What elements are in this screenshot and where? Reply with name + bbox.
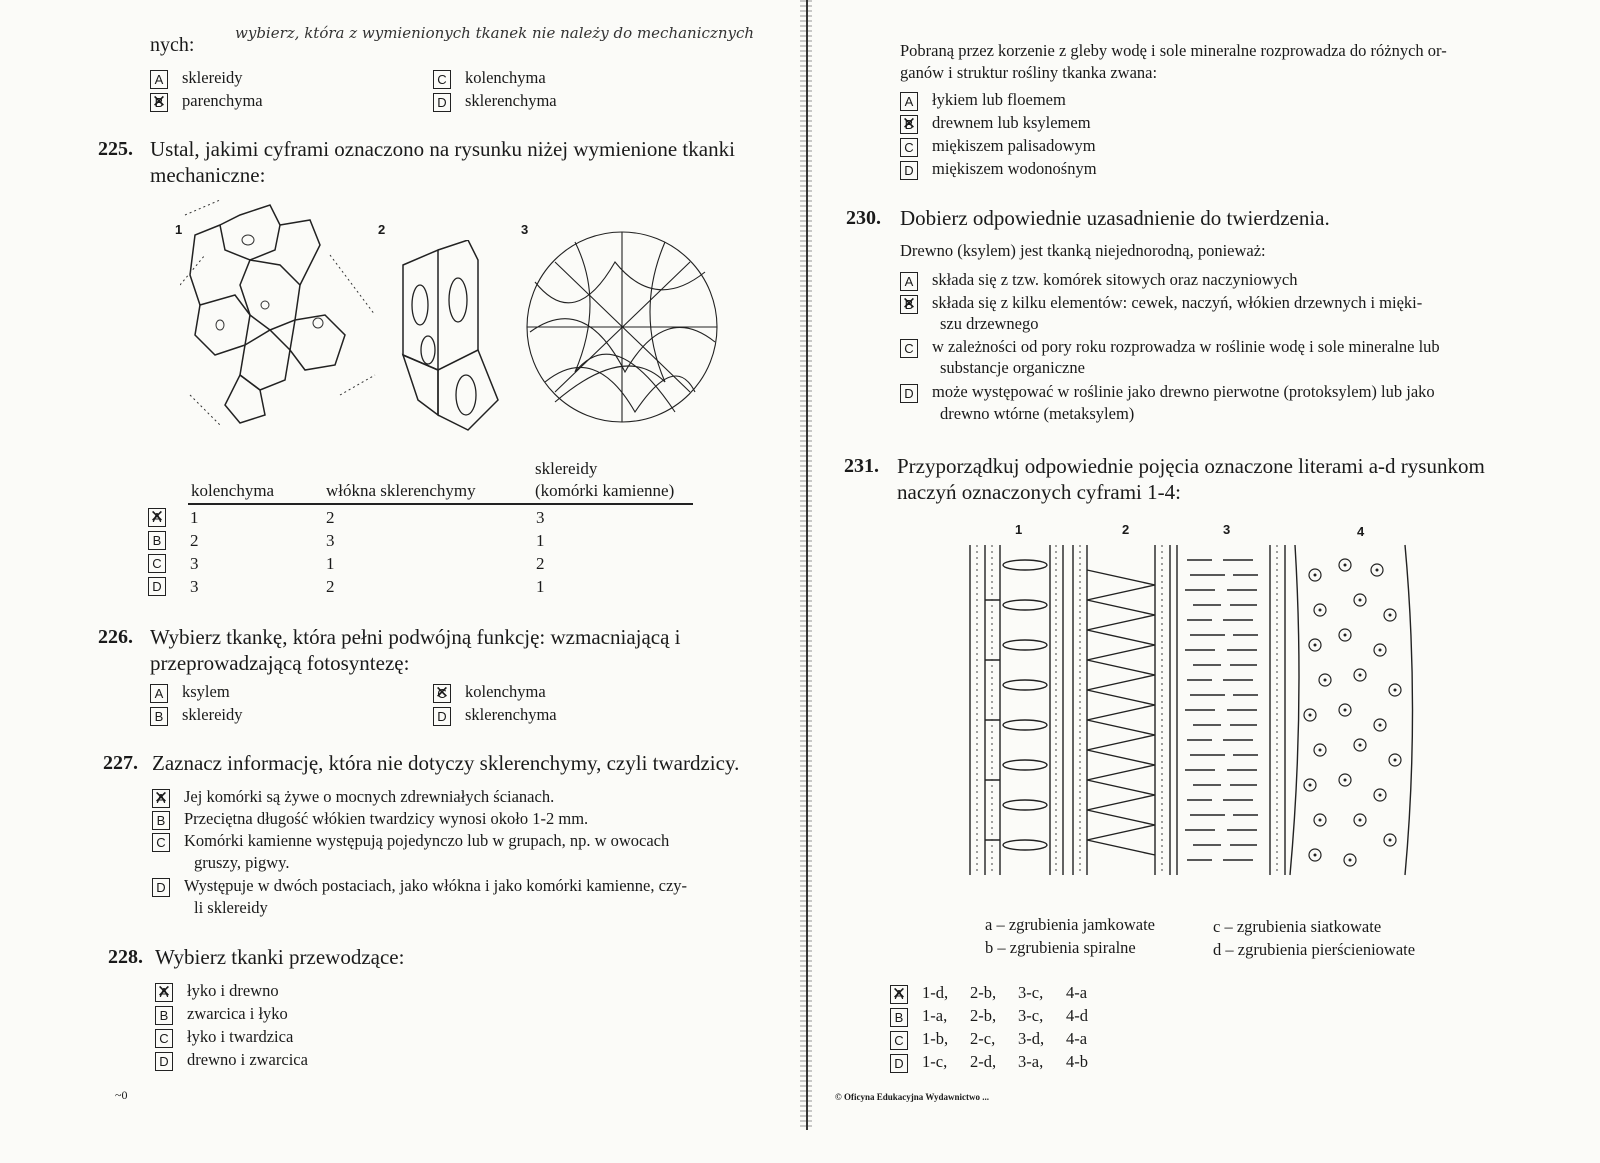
cell: 1 (190, 508, 199, 527)
cell: 2 (190, 531, 199, 550)
q230-number: 230. (846, 207, 881, 229)
cell: 2 (326, 577, 335, 596)
page-fold-line (806, 0, 808, 1130)
q231-line-1: Przyporządkuj odpowiednie pojęcia oznaczone literami a-d rysunkom (897, 454, 1485, 478)
q227-number: 227. (103, 752, 138, 774)
q225-col-kolenchyma (190, 506, 199, 598)
q225-col-sklereidy (536, 506, 545, 598)
q226-option-b[interactable]: B sklereidy (150, 704, 242, 726)
legend-a: a – zgrubienia jamkowate (985, 915, 1155, 934)
q229-option-d[interactable]: D miękiszem wodonośnym (900, 158, 1097, 180)
q225-fig-label-3: 3 (521, 222, 529, 237)
q230-option-c-cont: substancje organiczne (940, 358, 1085, 377)
publisher-footer: © Oficyna Edukacyjna Wydawnictwo ... (835, 1092, 989, 1102)
q229-text (900, 40, 1590, 84)
right-page (810, 0, 1600, 1163)
legend-d: d – zgrubienia pierścieniowate (1213, 940, 1416, 959)
sclerenchyma-fibers-drawing (398, 240, 508, 440)
cell: 3 (190, 577, 199, 596)
q230-option-d-cont: drewno wtórne (metaksylem) (940, 404, 1135, 423)
cell: 3 (326, 531, 335, 550)
q224-option-b[interactable]: B ✕ parenchyma (150, 90, 263, 112)
q225-header-sclereidy: sklereidy (535, 459, 598, 478)
q229-option-a[interactable]: A łykiem lub floemem (900, 89, 1066, 111)
q225-header-komorki: (komórki kamienne) (535, 481, 675, 500)
q228-option-a[interactable]: A ✕ łyko i drewno (155, 980, 279, 1002)
q225-row-b[interactable]: B (148, 531, 180, 550)
q228-text: Wybierz tkanki przewodzące: (155, 945, 405, 969)
q224-option-c[interactable]: C kolenchyma (433, 67, 546, 89)
q225-number: 225. (98, 138, 133, 160)
handwritten-note: wybierz, która z wymienionych tkanek nie należy do mechanicznych (235, 24, 755, 42)
q231-option-d[interactable]: D 1-c, 2-d, 3-a, 4-b (890, 1051, 1088, 1073)
legend-b: b – zgrubienia spiralne (985, 938, 1136, 957)
collenchyma-drawing (180, 195, 380, 430)
q224-option-d[interactable]: D sklerenchyma (433, 90, 557, 112)
q231-option-a[interactable]: A ✕ 1-d, 2-b, 3-c, 4-a (890, 982, 1087, 1004)
q231-number: 231. (844, 455, 879, 477)
q229-option-b[interactable]: B ✕ drewnem lub ksylemem (900, 112, 1091, 134)
q227-option-d-cont: li sklereidy (194, 898, 268, 917)
q229-option-c[interactable]: C miękiszem palisadowym (900, 135, 1096, 157)
q226-option-a[interactable]: A ksylem (150, 681, 230, 703)
q231-fig-label-1: 1 (1015, 522, 1023, 537)
q225-fig-label-2: 2 (378, 222, 386, 237)
q226-option-c[interactable]: C ✕ kolenchyma (433, 681, 546, 703)
vessels-drawing (965, 540, 1425, 892)
q231-text (897, 453, 1587, 505)
cell: 1 (536, 531, 545, 550)
q228-option-d[interactable]: D drewno i zwarcica (155, 1049, 308, 1071)
cell: 2 (326, 508, 335, 527)
q225-fig-label-1: 1 (175, 222, 183, 237)
q227-option-a[interactable]: A ✕ Jej komórki są żywe o mocnych zdrewniałych ścianach. (152, 786, 554, 808)
q231-option-b[interactable]: B 1-a, 2-b, 3-c, 4-d (890, 1005, 1088, 1027)
sclereids-drawing (515, 222, 730, 432)
q231-fig-label-3: 3 (1223, 522, 1231, 537)
q231-legend-right (1213, 915, 1415, 961)
q227-option-d[interactable]: D Występuje w dwóch postaciach, jako włókna i jako komórki kamienne, czy- (152, 875, 687, 897)
q229-line-1: Pobraną przez korzenie z gleby wodę i sole mineralne rozprowadza do różnych or- (900, 41, 1447, 60)
cell: 3 (536, 508, 545, 527)
q226-number: 226. (98, 626, 133, 648)
q231-fig-label-4: 4 (1357, 524, 1365, 539)
q231-option-c[interactable]: C 1-b, 2-c, 3-d, 4-a (890, 1028, 1087, 1050)
q230-option-b[interactable]: B ✕ składa się z kilku elementów: cewek, naczyń, włókien drzewnych i mięki- (900, 292, 1422, 314)
q230-option-d[interactable]: D może występować w roślinie jako drewno pierwotne (protoksylem) lub jako (900, 381, 1435, 403)
q227-option-c-cont: gruszy, pigwy. (194, 853, 290, 872)
q230-text: Dobierz odpowiednie uzasadnienie do twierdzenia. (900, 206, 1330, 230)
q231-legend-left (985, 913, 1155, 959)
q230-option-c[interactable]: C w zależności od pory roku rozprowadza w roślinie wodę i sole mineralne lub (900, 336, 1440, 358)
q228-number: 228. (108, 946, 143, 968)
q225-row-a[interactable]: A ✕ (148, 508, 180, 527)
q225-text: Ustal, jakimi cyframi oznaczono na rysunku niżej wymienione tkanki mechaniczne: (150, 137, 735, 187)
q228-option-b[interactable]: B zwarcica i łyko (155, 1003, 288, 1025)
q230-option-a[interactable]: A składa się z tzw. komórek sitowych oraz naczyniowych (900, 269, 1297, 291)
q231-fig-label-2: 2 (1122, 522, 1130, 537)
cell: 1 (326, 554, 335, 573)
q228-option-c[interactable]: C łyko i twardzica (155, 1026, 293, 1048)
q229-line-2: ganów i struktur rośliny tkanka zwana: (900, 63, 1158, 82)
q227-text: Zaznacz informację, która nie dotyczy sklerenchymy, czyli twardzicy. (152, 751, 740, 775)
q225-row-d[interactable]: D (148, 577, 180, 596)
q225-header-wlokna: włókna sklerenchymy (326, 481, 476, 500)
q225-col-wlokna (326, 506, 335, 598)
top-line-text: nych: (150, 34, 195, 56)
page-number: ~0 (115, 1088, 128, 1102)
q230-option-b-cont: szu drzewnego (940, 314, 1039, 333)
q231-line-2: naczyń oznaczonych cyframi 1-4: (897, 480, 1181, 504)
legend-c: c – zgrubienia siatkowate (1213, 917, 1382, 936)
q230-statement: Drewno (ksylem) jest tkanką niejednorodną, ponieważ: (900, 241, 1266, 260)
q227-option-c[interactable]: C Komórki kamienne występują pojedynczo lub w grupach, np. w owocach (152, 830, 669, 852)
cell: 2 (536, 554, 545, 573)
q224-option-a[interactable]: A sklereidy (150, 67, 242, 89)
q225-table-rule (188, 503, 693, 505)
cell: 3 (190, 554, 199, 573)
q227-option-b[interactable]: B Przeciętna długość włókien twardzicy wynosi około 1-2 mm. (152, 808, 588, 830)
q226-option-d[interactable]: D sklerenchyma (433, 704, 557, 726)
q225-row-c[interactable]: C (148, 554, 180, 573)
cell: 1 (536, 577, 545, 596)
q225-header-kolenchyma: kolenchyma (191, 481, 275, 500)
q226-text: Wybierz tkankę, która pełni podwójną funkcję: wzmacniającą i przeprowadzającą fotosyntezę: (150, 625, 681, 675)
